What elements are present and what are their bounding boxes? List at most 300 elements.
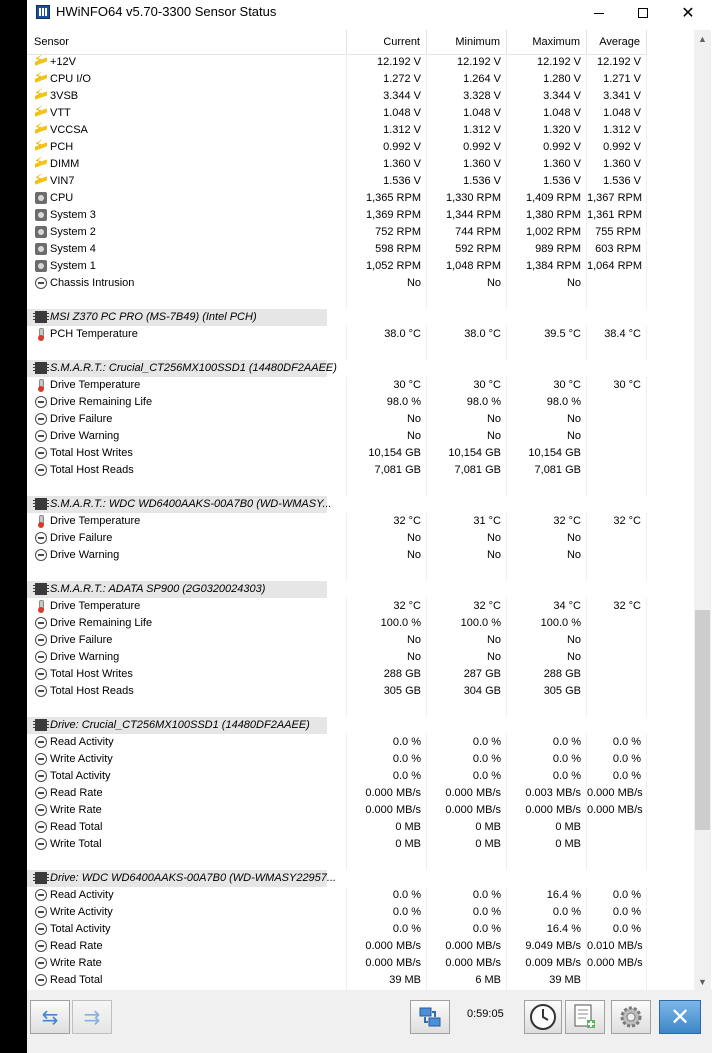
minimum-value: 31 °C [473, 515, 501, 527]
column-header-current[interactable]: Current [347, 30, 427, 54]
fan-icon [35, 209, 47, 221]
sensor-name: Write Activity [50, 753, 113, 765]
sensor-group-header[interactable] [27, 581, 647, 598]
sensor-name: Total Host Reads [50, 685, 134, 697]
current-value: 0.0 % [392, 923, 421, 935]
bolt-icon [35, 56, 47, 68]
sensor-name: CPU I/O [50, 73, 91, 85]
current-value: 1.536 V [383, 175, 421, 187]
sensor-name: Total Host Reads [50, 464, 134, 476]
sensor-row[interactable] [27, 105, 647, 122]
minimum-value: 7,081 GB [454, 464, 501, 476]
maximum-value: 30 °C [553, 379, 581, 391]
minimum-value: 32 °C [473, 600, 501, 612]
sensor-row[interactable] [27, 462, 647, 479]
average-value: 0.000 MB/s [587, 787, 643, 799]
circle-icon [35, 532, 47, 544]
sensor-group-header[interactable] [27, 717, 647, 734]
sensor-name: Drive Warning [50, 651, 120, 663]
average-value: 0.0 % [612, 889, 641, 901]
sensor-name: Total Host Writes [50, 668, 133, 680]
reset-timer-button[interactable] [524, 1000, 562, 1034]
circle-icon [35, 923, 47, 935]
circle-icon [35, 651, 47, 663]
sensor-name: Write Activity [50, 906, 113, 918]
sensor-name: VIN7 [50, 175, 75, 187]
current-value: 1.272 V [383, 73, 421, 85]
sensor-row[interactable] [27, 54, 647, 71]
maximum-value: 98.0 % [546, 396, 581, 408]
current-value: 39 MB [389, 974, 421, 986]
sensor-row[interactable] [27, 615, 647, 632]
current-value: 0.000 MB/s [365, 957, 421, 969]
gear-icon [618, 1004, 644, 1030]
arrows-right-icon: ⇉ [83, 1005, 101, 1029]
thermometer-icon [35, 328, 47, 340]
maximum-value: No [566, 651, 581, 663]
maximum-value: 0 MB [555, 821, 581, 833]
current-value: 1.048 V [383, 107, 421, 119]
average-value: 1.360 V [603, 158, 641, 170]
maximum-value: No [566, 549, 581, 561]
sensor-row[interactable] [27, 547, 647, 564]
sensor-name: System 4 [50, 243, 96, 255]
current-value: 100.0 % [380, 617, 421, 629]
sensor-row[interactable] [27, 445, 647, 462]
scroll-thumb[interactable] [695, 610, 710, 830]
maximum-value: 0.0 % [552, 736, 581, 748]
sensor-row[interactable] [27, 921, 647, 938]
sensor-row[interactable] [27, 751, 647, 768]
maximum-value: 34 °C [553, 600, 581, 612]
current-value: 1.312 V [383, 124, 421, 136]
current-value: 10,154 GB [368, 447, 421, 459]
sensor-name: Drive Temperature [50, 600, 141, 612]
close-x-icon: ✕ [669, 1003, 691, 1031]
minimum-value: 0.000 MB/s [445, 957, 501, 969]
sensor-name: VTT [50, 107, 71, 119]
circle-icon [35, 617, 47, 629]
sensor-group-header[interactable] [27, 360, 647, 377]
bolt-icon [35, 107, 47, 119]
average-value: 1,064 RPM [587, 260, 643, 272]
circle-icon [35, 549, 47, 561]
maximize-icon [638, 8, 648, 18]
sensor-row[interactable] [27, 428, 647, 445]
sensor-row[interactable] [27, 122, 647, 139]
table-header [27, 30, 647, 55]
sensor-row[interactable] [27, 377, 647, 394]
settings-button[interactable] [611, 1000, 651, 1034]
sensor-row[interactable] [27, 207, 647, 224]
sensor-name: Write Rate [50, 957, 102, 969]
title-bar[interactable] [27, 0, 712, 26]
sensor-name: Read Activity [50, 736, 114, 748]
scroll-down-button[interactable]: ▼ [698, 976, 707, 987]
sensor-name: Total Activity [50, 770, 111, 782]
current-value: 30 °C [393, 379, 421, 391]
current-value: 7,081 GB [374, 464, 421, 476]
sensor-row[interactable] [27, 904, 647, 921]
current-value: 0.0 % [392, 770, 421, 782]
average-value: 1.536 V [603, 175, 641, 187]
maximum-value: 12.192 V [536, 56, 581, 68]
average-value: 12.192 V [596, 56, 641, 68]
minimum-value: 12.192 V [456, 56, 501, 68]
bolt-icon [35, 90, 47, 102]
current-value: 0.0 % [392, 736, 421, 748]
sensor-row[interactable] [27, 513, 647, 530]
sensor-name: Read Rate [50, 940, 103, 952]
average-value: 32 °C [613, 515, 641, 527]
group-label: S.M.A.R.T.: ADATA SP900 (2G0320024303) [50, 583, 266, 595]
average-value: 755 RPM [595, 226, 641, 238]
sensor-name: Drive Failure [50, 634, 113, 646]
maximum-value: 305 GB [543, 685, 581, 697]
maximum-value: No [566, 430, 581, 442]
group-row-fill [327, 496, 647, 513]
sensor-name: Drive Remaining Life [50, 617, 153, 629]
thermometer-icon [35, 515, 47, 527]
sensor-status-window [27, 0, 712, 1053]
maximum-value: 7,081 GB [534, 464, 581, 476]
minimum-value: 0.000 MB/s [445, 804, 501, 816]
group-row-fill [327, 870, 647, 887]
chip-icon [35, 498, 47, 510]
chip-icon [35, 719, 47, 731]
sensor-row[interactable] [27, 666, 647, 683]
minimum-value: 0.0 % [472, 736, 501, 748]
current-value: 98.0 % [386, 396, 421, 408]
close-window-button[interactable] [665, 0, 711, 26]
circle-icon [35, 838, 47, 850]
maximum-value: 39.5 °C [544, 328, 581, 340]
average-value: 3.341 V [603, 90, 641, 102]
minimum-value: No [486, 532, 501, 544]
maximum-value: No [566, 532, 581, 544]
minimum-value: 0.000 MB/s [445, 787, 501, 799]
current-value: 32 °C [393, 600, 421, 612]
sensor-table [27, 30, 694, 990]
current-value: 32 °C [393, 515, 421, 527]
sensor-row[interactable] [27, 411, 647, 428]
sensor-name: System 2 [50, 226, 96, 238]
sensor-row[interactable] [27, 632, 647, 649]
scroll-up-button[interactable]: ▲ [698, 33, 707, 44]
minimum-value: 0.000 MB/s [445, 940, 501, 952]
minimum-value: 0.0 % [472, 770, 501, 782]
current-value: No [406, 651, 421, 663]
bolt-icon [35, 124, 47, 136]
column-header-minimum[interactable]: Minimum [427, 30, 507, 54]
minimum-value: No [486, 413, 501, 425]
sensor-row[interactable] [27, 768, 647, 785]
sensor-row[interactable] [27, 258, 647, 275]
minimum-value: 98.0 % [466, 396, 501, 408]
circle-icon [35, 889, 47, 901]
maximum-value: 16.4 % [546, 889, 581, 901]
current-value: 1,369 RPM [365, 209, 421, 221]
sensor-group-header[interactable] [27, 870, 647, 887]
sensor-row[interactable] [27, 683, 647, 700]
minimize-button[interactable] [576, 0, 622, 26]
average-value: 0.000 MB/s [587, 957, 643, 969]
current-value: 0 MB [395, 838, 421, 850]
current-value: 12.192 V [376, 56, 421, 68]
sensor-row[interactable] [27, 326, 647, 343]
group-label: Drive: Crucial_CT256MX100SSD1 (14480DF2AAEE) [50, 719, 310, 731]
clock-icon [529, 1003, 557, 1031]
sensor-name: 3VSB [50, 90, 79, 102]
column-header-maximum[interactable]: Maximum [507, 30, 587, 54]
sensor-row[interactable] [27, 190, 647, 207]
network-icon [418, 1005, 442, 1029]
circle-icon [35, 430, 47, 442]
minimum-value: 287 GB [463, 668, 501, 680]
average-value: 38.4 °C [604, 328, 641, 340]
sensor-name: VCCSA [50, 124, 88, 136]
sensor-row[interactable] [27, 972, 647, 989]
average-value: 0.992 V [603, 141, 641, 153]
sensor-name: PCH [50, 141, 74, 153]
current-value: 0.0 % [392, 906, 421, 918]
sensor-row[interactable] [27, 173, 647, 190]
spacer-row [27, 479, 647, 496]
close-button[interactable] [659, 1000, 701, 1034]
minimum-value: 0.0 % [472, 889, 501, 901]
maximum-value: 1.280 V [543, 73, 581, 85]
sensor-row[interactable] [27, 598, 647, 615]
sensor-row[interactable] [27, 785, 647, 802]
report-icon [572, 1003, 598, 1031]
sensor-row[interactable] [27, 938, 647, 955]
maximum-value: 1,002 RPM [525, 226, 581, 238]
current-value: 0.992 V [383, 141, 421, 153]
maximum-value: 0.009 MB/s [525, 957, 581, 969]
circle-icon [35, 413, 47, 425]
current-value: 1.360 V [383, 158, 421, 170]
minimum-value: 0.0 % [472, 753, 501, 765]
current-value: 305 GB [383, 685, 421, 697]
average-value: 0.0 % [612, 906, 641, 918]
fan-icon [35, 260, 47, 272]
sensor-row[interactable] [27, 836, 647, 853]
fan-icon [35, 226, 47, 238]
current-value: 0.000 MB/s [365, 787, 421, 799]
sensor-row[interactable] [27, 734, 647, 751]
average-value: 1,361 RPM [587, 209, 643, 221]
average-value: 1.271 V [603, 73, 641, 85]
maximum-value: 0.0 % [552, 753, 581, 765]
sensor-group-header[interactable] [27, 496, 647, 513]
sensor-name: DIMM [50, 158, 80, 170]
sensor-row[interactable] [27, 394, 647, 411]
sensor-row[interactable] [27, 88, 647, 105]
sensor-name: Read Rate [50, 787, 103, 799]
sensor-name: +12V [50, 56, 76, 68]
window-title: HWiNFO64 v5.70-3300 Sensor Status [56, 4, 277, 19]
thermometer-icon [35, 600, 47, 612]
chip-icon [35, 872, 47, 884]
current-value: No [406, 277, 421, 289]
sensor-name: System 1 [50, 260, 96, 272]
minimum-value: 0.0 % [472, 906, 501, 918]
group-label: MSI Z370 PC PRO (MS-7B49) (Intel PCH) [50, 311, 257, 323]
sensor-row[interactable] [27, 802, 647, 819]
sensor-name: Write Total [50, 838, 102, 850]
sensor-row[interactable] [27, 139, 647, 156]
group-row-fill [327, 581, 647, 598]
sensor-row[interactable] [27, 530, 647, 547]
group-label: S.M.A.R.T.: Crucial_CT256MX100SSD1 (14480DF2AAEE) [50, 362, 337, 374]
maximum-value: 1.320 V [543, 124, 581, 136]
sensor-name: Drive Remaining Life [50, 396, 153, 408]
maximum-value: 0 MB [555, 838, 581, 850]
current-value: 1,365 RPM [365, 192, 421, 204]
sensor-row[interactable] [27, 887, 647, 904]
maximum-value: 1.360 V [543, 158, 581, 170]
sensor-row[interactable] [27, 71, 647, 88]
circle-icon [35, 821, 47, 833]
minimum-value: 1.360 V [463, 158, 501, 170]
current-value: No [406, 532, 421, 544]
minimum-value: 1,330 RPM [445, 192, 501, 204]
average-value: 0.0 % [612, 923, 641, 935]
minimum-value: No [486, 634, 501, 646]
group-row-fill [327, 309, 647, 326]
current-value: No [406, 634, 421, 646]
average-value: 0.0 % [612, 736, 641, 748]
minimize-icon [594, 13, 604, 14]
current-value: 3.344 V [383, 90, 421, 102]
bolt-icon [35, 175, 47, 187]
navigate-layout-button[interactable] [30, 1000, 70, 1034]
average-value: 0.0 % [612, 770, 641, 782]
circle-icon [35, 685, 47, 697]
maximum-value: 0.0 % [552, 770, 581, 782]
sensor-row[interactable] [27, 241, 647, 258]
minimum-value: 304 GB [463, 685, 501, 697]
minimum-value: No [486, 549, 501, 561]
maximum-value: 39 MB [549, 974, 581, 986]
circle-icon [35, 396, 47, 408]
maximum-value: 10,154 GB [528, 447, 581, 459]
maximum-value: 9.049 MB/s [525, 940, 581, 952]
circle-icon [35, 957, 47, 969]
average-value: 0.0 % [612, 753, 641, 765]
thermometer-icon [35, 379, 47, 391]
sensor-row[interactable] [27, 224, 647, 241]
chip-icon [35, 311, 47, 323]
current-value: 598 RPM [375, 243, 421, 255]
spacer-row [27, 853, 647, 870]
circle-icon [35, 464, 47, 476]
minimum-value: 38.0 °C [464, 328, 501, 340]
minimum-value: No [486, 651, 501, 663]
sensor-row[interactable] [27, 819, 647, 836]
circle-icon [35, 447, 47, 459]
sensor-name: Drive Warning [50, 549, 120, 561]
column-header-average[interactable]: Average [587, 30, 647, 54]
minimum-value: 1.312 V [463, 124, 501, 136]
maximum-value: 16.4 % [546, 923, 581, 935]
minimum-value: 1.264 V [463, 73, 501, 85]
sensor-name: PCH Temperature [50, 328, 138, 340]
maximum-value: 288 GB [543, 668, 581, 680]
sensor-name: Drive Failure [50, 532, 113, 544]
vertical-scrollbar[interactable] [694, 30, 711, 990]
navigate-right-button[interactable] [72, 1000, 112, 1034]
sensor-name: System 3 [50, 209, 96, 221]
average-value: 1,367 RPM [587, 192, 643, 204]
sensor-name: Read Activity [50, 889, 114, 901]
sensor-name: Drive Temperature [50, 515, 141, 527]
sensor-rows [27, 54, 647, 989]
sensor-group-header[interactable] [27, 309, 647, 326]
minimum-value: 1.536 V [463, 175, 501, 187]
circle-icon [35, 940, 47, 952]
maximum-value: No [566, 413, 581, 425]
current-value: 0 MB [395, 821, 421, 833]
current-value: 0.000 MB/s [365, 940, 421, 952]
minimum-value: 6 MB [475, 974, 501, 986]
network-button[interactable] [410, 1000, 450, 1034]
sensor-row[interactable] [27, 156, 647, 173]
group-row-fill [327, 717, 647, 734]
fan-icon [35, 243, 47, 255]
double-arrow-icon: ⇆ [41, 1005, 59, 1029]
circle-icon [35, 804, 47, 816]
maximize-button[interactable] [620, 0, 666, 26]
bolt-icon [35, 158, 47, 170]
report-button[interactable] [565, 1000, 605, 1034]
sensor-row[interactable] [27, 275, 647, 292]
maximum-value: No [566, 277, 581, 289]
maximum-value: No [566, 634, 581, 646]
column-header-sensor[interactable]: Sensor [27, 30, 347, 54]
circle-icon [35, 736, 47, 748]
circle-icon [35, 753, 47, 765]
current-value: 38.0 °C [384, 328, 421, 340]
minimum-value: 30 °C [473, 379, 501, 391]
current-value: 1,052 RPM [365, 260, 421, 272]
minimum-value: 0 MB [475, 838, 501, 850]
average-value: 1.312 V [603, 124, 641, 136]
current-value: 288 GB [383, 668, 421, 680]
minimum-value: No [486, 277, 501, 289]
maximum-value: 0.992 V [543, 141, 581, 153]
current-value: No [406, 430, 421, 442]
current-value: 0.000 MB/s [365, 804, 421, 816]
minimum-value: 100.0 % [460, 617, 501, 629]
sensor-name: Total Host Writes [50, 447, 133, 459]
bolt-icon [35, 73, 47, 85]
spacer-row [27, 292, 647, 309]
maximum-value: 989 RPM [535, 243, 581, 255]
circle-icon [35, 770, 47, 782]
sensor-name: Read Total [50, 821, 103, 833]
spacer-row [27, 343, 647, 360]
minimum-value: 0.0 % [472, 923, 501, 935]
spacer-row [27, 700, 647, 717]
circle-icon [35, 906, 47, 918]
sensor-row[interactable] [27, 649, 647, 666]
group-label: S.M.A.R.T.: WDC WD6400AAKS-00A7B0 (WD-WMASY... [50, 498, 332, 510]
maximum-value: 0.0 % [552, 906, 581, 918]
circle-icon [35, 974, 47, 986]
minimum-value: 1,344 RPM [445, 209, 501, 221]
sensor-row[interactable] [27, 955, 647, 972]
